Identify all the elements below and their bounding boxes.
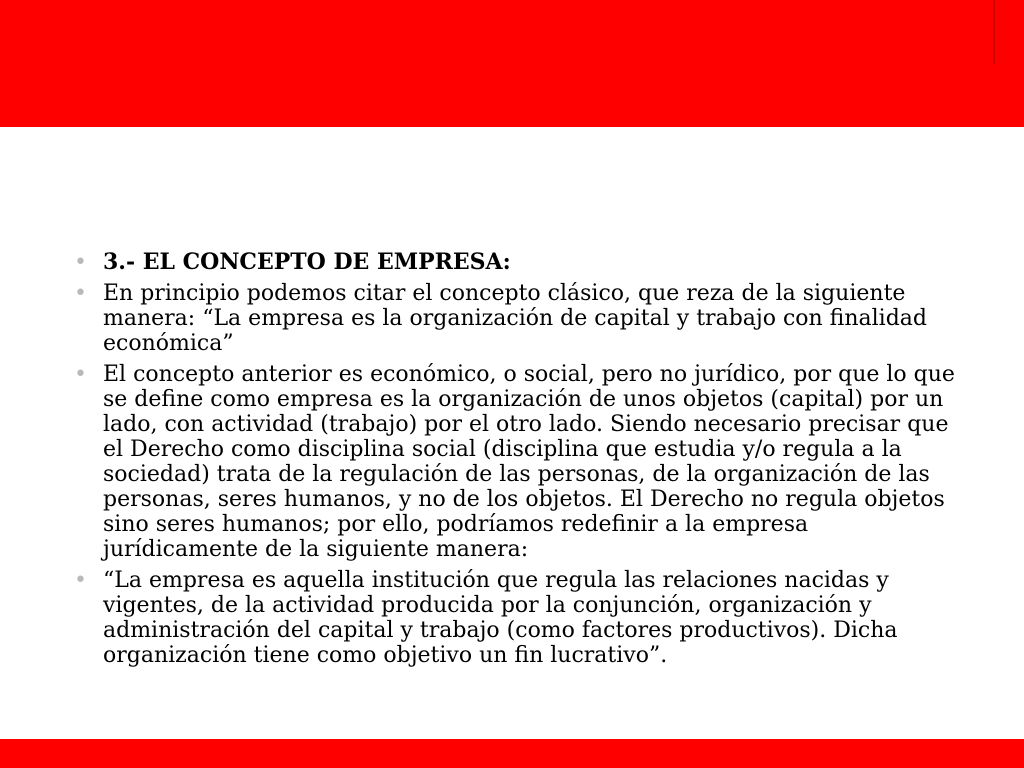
- bullet-icon: •: [74, 568, 87, 593]
- bullet-item-classic-concept: [70, 281, 970, 356]
- bullet-icon: •: [74, 281, 87, 306]
- header-band: [0, 0, 1024, 127]
- bullet-item-heading: [70, 250, 970, 275]
- footer-band: [0, 739, 1024, 768]
- section-heading: 3.- EL CONCEPTO DE EMPRESA:: [103, 249, 511, 275]
- bullet-icon: •: [74, 362, 87, 387]
- bullet-text: “La empresa es aquella institución que regula las relaciones nacidas y vigentes, de la actividad producida por la conjunción, organización y administración del capital y trabajo (como factores productivos). Dicha organización tiene como objetivo un fin lucrativo”.: [103, 568, 898, 668]
- header-divider: [993, 0, 995, 64]
- bullet-item-legal-concept: [70, 362, 970, 562]
- bullet-text: El concepto anterior es económico, o social, pero no jurídico, por que lo que se define como empresa es la organización de unos objetos (capital) por un lado, con actividad (trabajo) por el otro lado. Siendo necesario precisar que el Derecho como disciplina social (disciplina que estudia y/o regula a la sociedad) trata de la regulación de las personas, de la organización de las personas, seres humanos, y no de los objetos. El Derecho no regula objetos sino seres humanos; por ello, podríamos redefinir a la empresa jurídicamente de la siguiente manera:: [103, 362, 955, 562]
- slide-content: [70, 250, 970, 674]
- bullet-item-definition: [70, 568, 970, 668]
- bullet-text: En principio podemos citar el concepto clásico, que reza de la siguiente manera: “La empresa es la organización de capital y trabajo con finalidad económica”: [103, 281, 927, 356]
- bullet-icon: •: [74, 250, 87, 275]
